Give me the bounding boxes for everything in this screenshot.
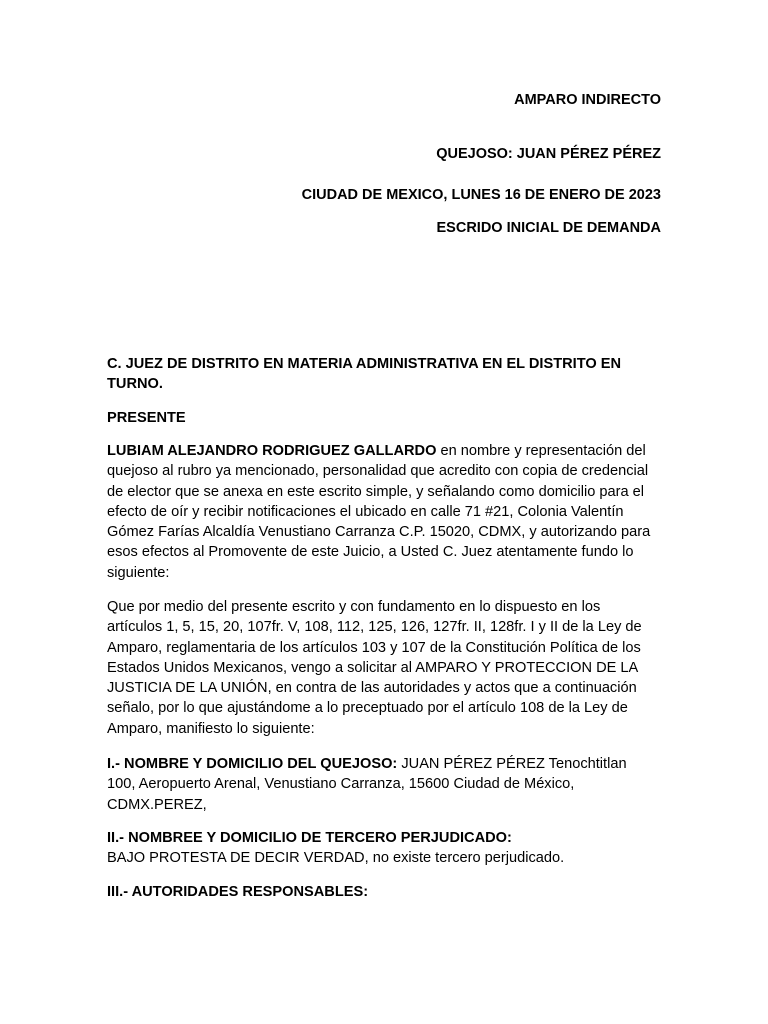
section-1 <box>107 754 657 815</box>
intro-paragraph <box>107 441 663 583</box>
document-type-heading: ESCRIDO INICIAL DE DEMANDA <box>436 220 661 236</box>
case-type-heading: AMPARO INDIRECTO <box>514 92 661 108</box>
addressee-judge: C. JUEZ DE DISTRITO EN MATERIA ADMINISTRATIVA EN EL DISTRITO EN TURNO. <box>107 356 622 393</box>
intro-text: en nombre y representación del quejoso al rubro ya mencionado, personalidad que acredito con copia de credencial de elector que se anexa en este escrito simple, y señalando como domicilio para el efecto de oír y recibir notificaciones el ubicado en calle 71 #21, Colonia Valentín Gómez Farías Alcaldía Venustiano Carranza C.P. 15020, CDMX, y autorizando para esos efectos al Promovente de este Juicio, a Usted C. Juez atentamente fundo lo siguiente: <box>107 443 651 581</box>
place-date-heading: CIUDAD DE MEXICO, LUNES 16 DE ENERO DE 2023 <box>301 187 661 203</box>
section-2-heading: II.- NOMBREE Y DOMICILIO DE TERCERO PERJUDICADO: <box>107 830 512 846</box>
grounds-paragraph: Que por medio del presente escrito y con fundamento en lo dispuesto en los artículos 1, 5, 15, 20, 107fr. V, 108, 112, 125, 126, 127fr. II, 128fr. I y II de la Ley de Amparo, reglamentaria de los artículos 103 y 107 de la Constitución Política de los Estados Unidos Mexicanos, vengo a solicitar al AMPARO Y PROTECCION DE LA JUSTICIA DE LA UNIÓN, en contra de las autoridades y actos que a continuación señalo, por lo que ajustándome a lo preceptuado por el artículo 108 de la Ley de Amparo, manifiesto lo siguiente: <box>107 599 642 737</box>
addressee-presente: PRESENTE <box>107 410 186 426</box>
section-1-heading: I.- NOMBRE Y DOMICILIO DEL QUEJOSO: <box>107 756 398 772</box>
section-1-text: JUAN PÉREZ PÉREZ Tenochtitlan 100, Aeropuerto Arenal, Venustiano Carranza, 15600 Ciudad de México, CDMX.PEREZ, <box>107 756 627 813</box>
section-2 <box>107 828 667 869</box>
representative-name: LUBIAM ALEJANDRO RODRIGUEZ GALLARDO <box>107 443 437 459</box>
section-3-heading: III.- AUTORIDADES RESPONSABLES: <box>107 884 369 900</box>
plaintiff-heading: QUEJOSO: JUAN PÉREZ PÉREZ <box>436 146 661 162</box>
section-2-text: BAJO PROTESTA DE DECIR VERDAD, no existe tercero perjudicado. <box>107 850 565 867</box>
